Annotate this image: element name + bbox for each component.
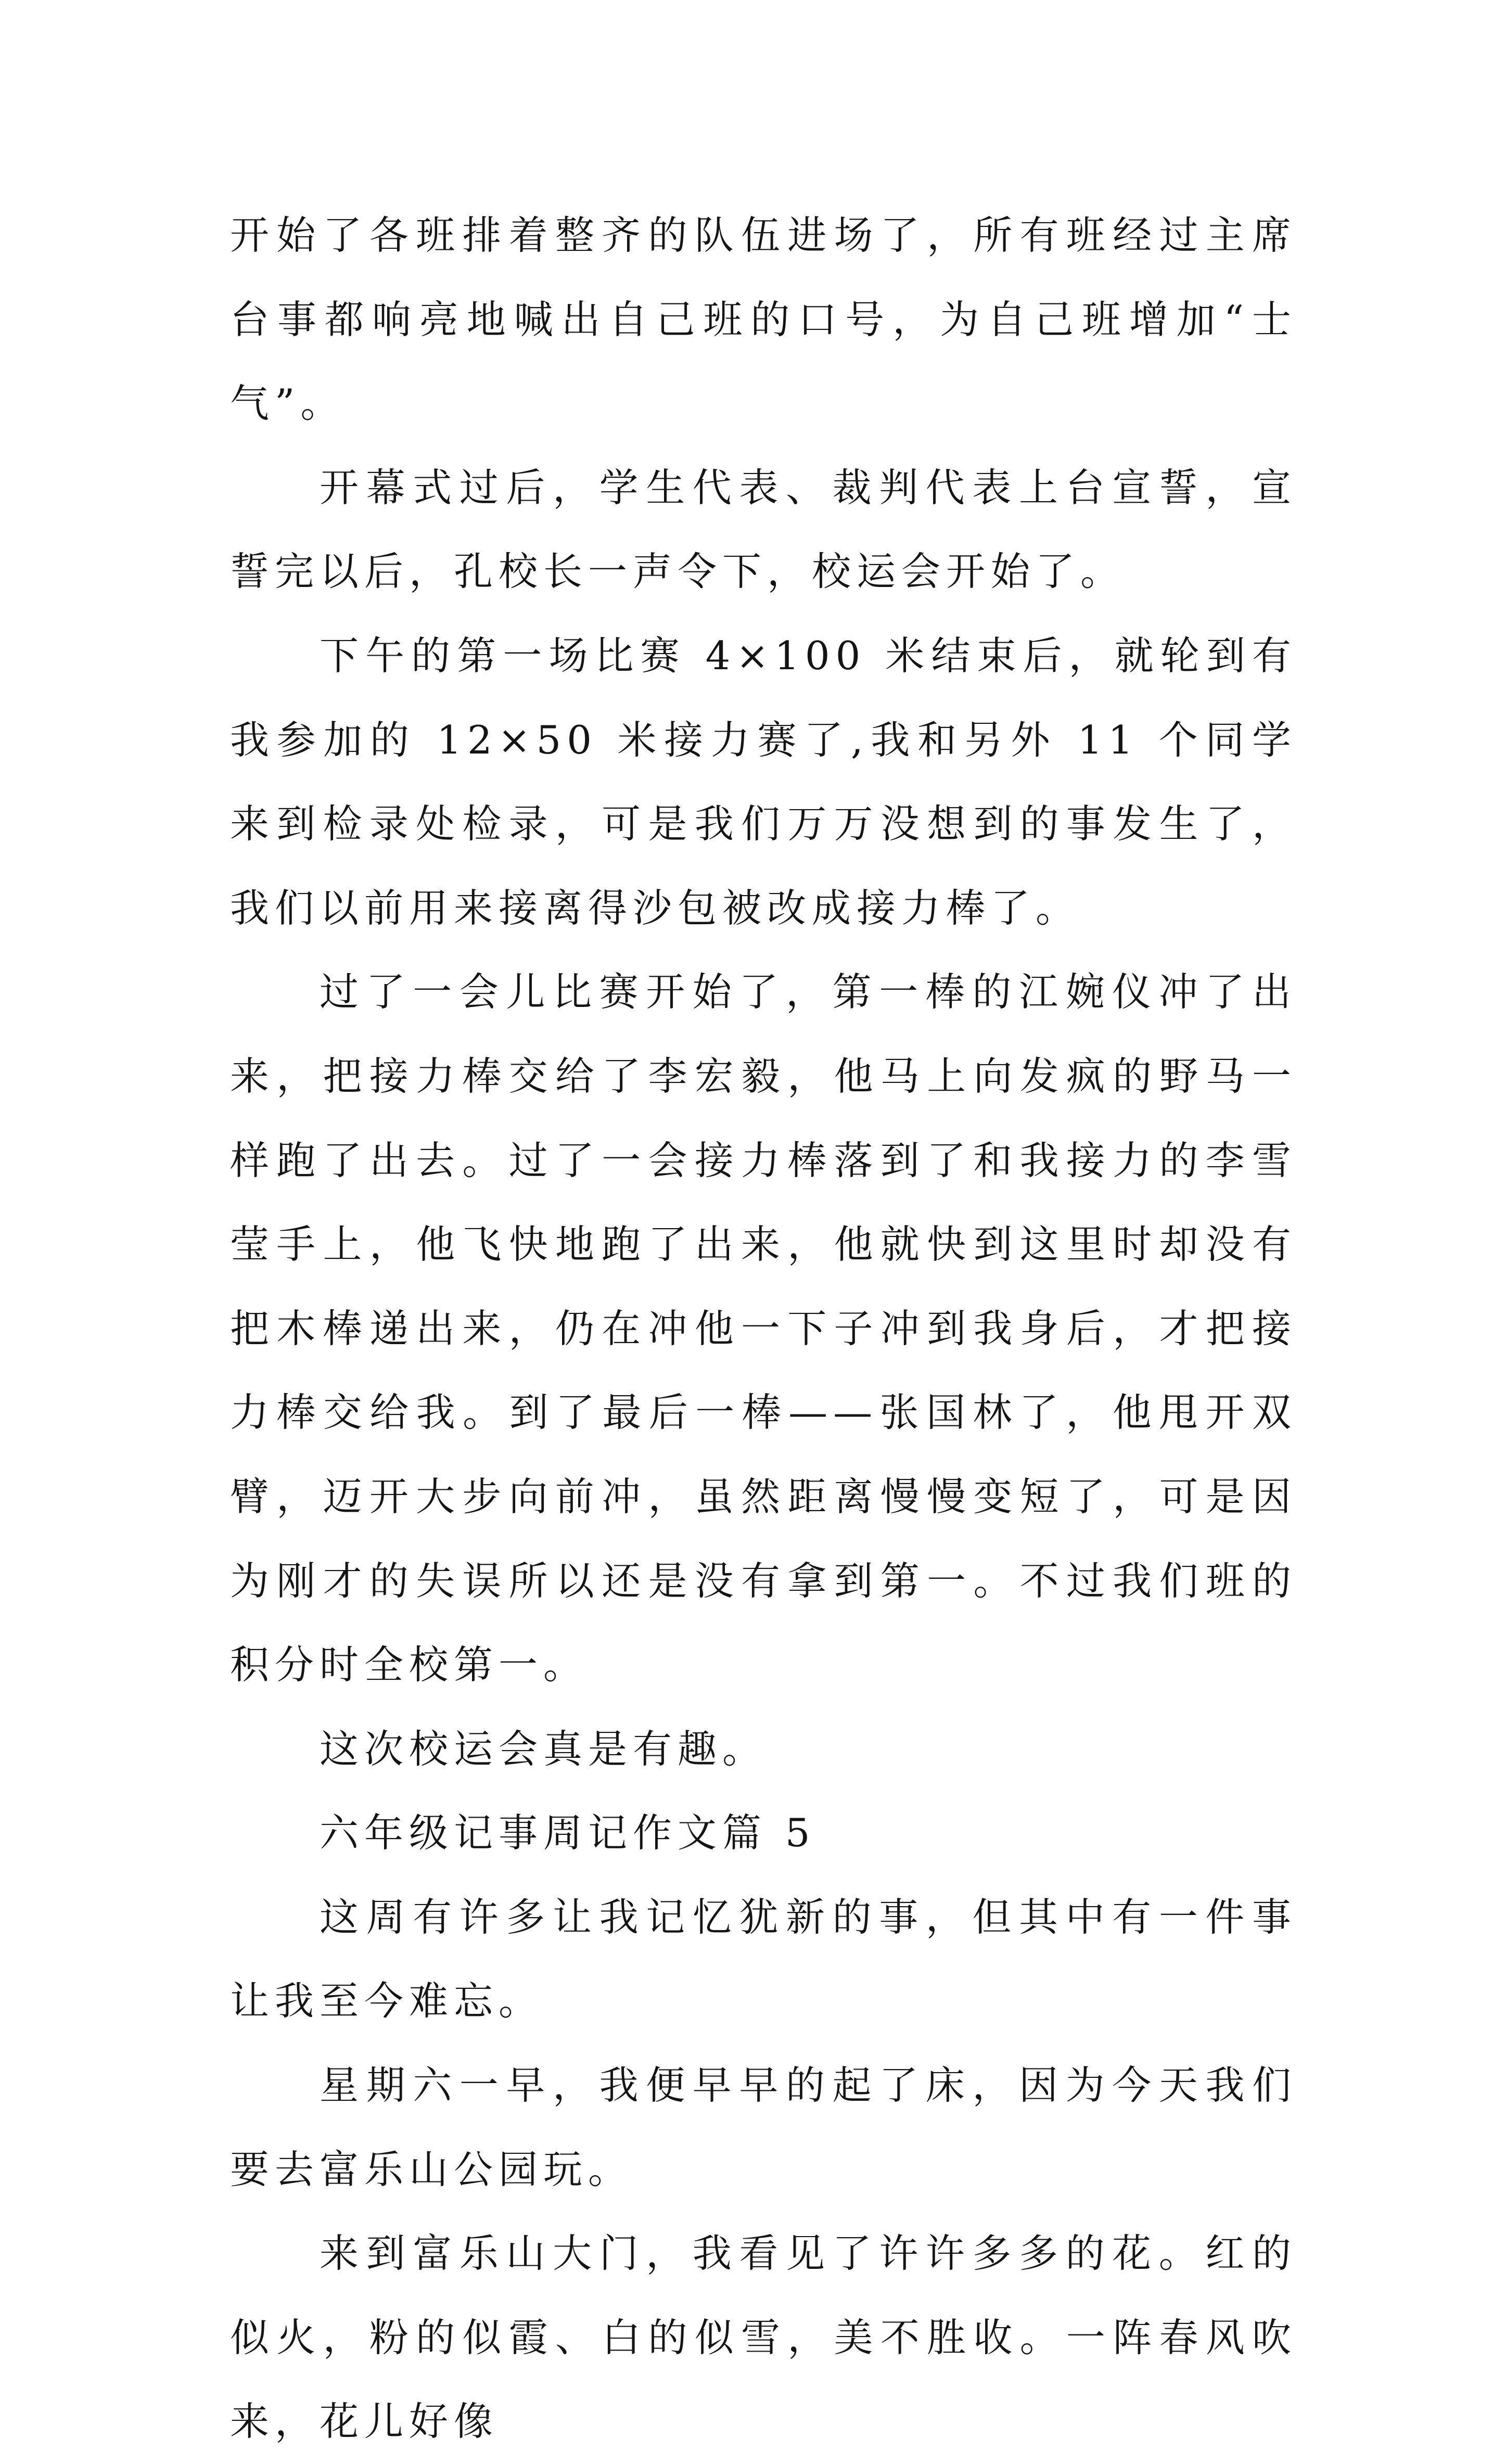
paragraph-2: 开幕式过后，学生代表、裁判代表上台宣誓，宣誓完以后，孔校长一声令下，校运会开始了。: [230, 464, 1297, 595]
paragraph-4: 过了一会儿比赛开始了，第一棒的江婉仪冲了出来，把接力棒交给了李宏毅，他马上向发疯的野马一样跑了出去。过了一会接力棒落到了和我接力的李雪莹手上，他飞快地跑了出来，他就快到这里时却没有把木棒递出来，仍在冲他一下子冲到我身后，才把接力棒交给我。到了最后一棒——张国林了，他甩开双臂，迈开大步向前冲，虽然距离慢慢变短了，可是因为刚才的失误所以还是没有拿到第一。不过我们班的积分时全校第一。: [230, 969, 1297, 1688]
paragraph-7: 星期六一早，我便早早的起了床，因为今天我们要去富乐山公园玩。: [230, 2062, 1297, 2192]
paragraph-5: 这次校运会真是有趣。: [320, 1726, 768, 1772]
document-body: [230, 194, 1297, 2464]
paragraph-1: 开始了各班排着整齐的队伍进场了，所有班经过主席台事都响亮地喊出自己班的口号，为自己班增加“士气”。: [230, 212, 1297, 427]
paragraph-8: 来到富乐山大门，我看见了许许多多的花。红的似火，粉的似霞、白的似雪，美不胜收。一阵春风吹来，花儿好像: [230, 2230, 1297, 2445]
paragraph-6: 这周有许多让我记忆犹新的事，但其中有一件事让我至今难忘。: [230, 1894, 1297, 2024]
paragraph-3: 下午的第一场比赛 4×100 米结束后，就轮到有我参加的 12×50 米接力赛了,我和另外 11 个同学来到检录处检录，可是我们万万没想到的事发生了，我们以前用来接离得沙包被改成接力棒了。: [230, 632, 1297, 931]
section-heading: 六年级记事周记作文篇 5: [320, 1810, 816, 1856]
